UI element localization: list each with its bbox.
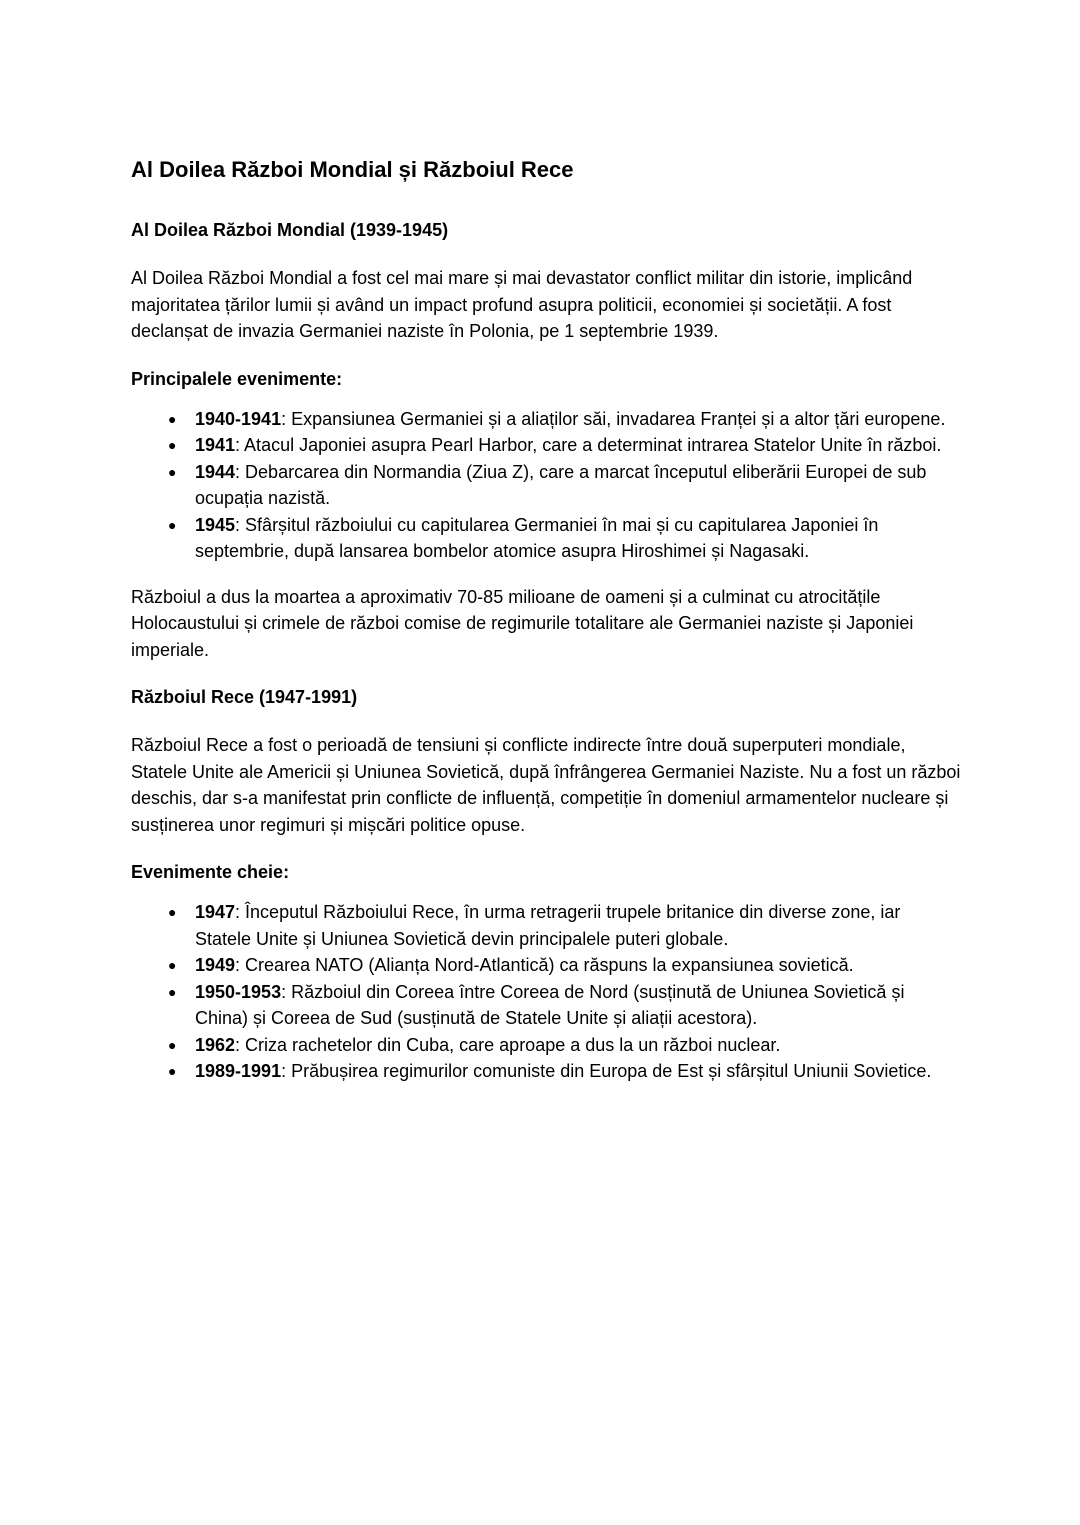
event-text: : Prăbușirea regimurilor comuniste din Europa de Est și sfârșitul Uniunii Sovietice. [281,1061,932,1081]
list-item [131,512,961,565]
bullet-icon: ● [168,1063,177,1079]
event-year: 1945 [195,514,236,535]
event-year: 1950-1953 [195,981,282,1002]
coldwar-events-heading: Evenimente cheie: [131,862,290,882]
event-year: 1941 [195,435,236,455]
event-text: : Sfârșitul războiului cu capitularea Germaniei în mai și cu capitularea Japoniei în septembrie, după lansarea bombelor atomice asupra Hiroshimei și Nagasaki. [195,514,879,561]
ww2-events-heading: Principalele evenimente: [131,368,343,389]
coldwar-events-list [131,899,961,1085]
bullet-icon: ● [168,410,177,427]
list-item [131,979,961,1032]
event-year: 1989-1991 [195,1061,282,1081]
event-year: 1940-1941 [195,408,282,429]
list-item [131,899,961,952]
event-year: 1949 [195,955,236,975]
event-text: : Războiul din Coreea între Coreea de Nord (susținută de Uniunea Sovietică și China) și Coreea de Sud (susținută de Statele Unite și aliații acestora). [195,981,905,1028]
event-year: 1947 [195,902,236,922]
event-text: : Criza rachetelor din Cuba, care aproape a dus la un război nuclear. [235,1034,781,1055]
bullet-icon: ● [168,904,177,920]
event-text: : Crearea NATO (Alianța Nord-Atlantică) ca răspuns la expansiunea sovietică. [235,955,854,975]
document-page [131,150,961,1104]
list-item [131,459,961,512]
list-item [131,432,961,459]
ww2-intro-paragraph: Al Doilea Război Mondial a fost cel mai mare și mai devastator conflict militar din istorie, implicând majoritatea țărilor lumii și având un impact profund asupra politicii, economiei și societății. A fost declanșat de invazia Germaniei naziste în Polonia, pe 1 septembrie 1939. [131,268,913,341]
bullet-icon: ● [168,1036,177,1053]
coldwar-intro-paragraph: Războiul Rece a fost o perioadă de tensiuni și conflicte indirecte între două superputeri mondiale, Statele Unite ale Americii și Uniunea Sovietică, după înfrângerea Germaniei Naziste. Nu a fost un război deschis, dar s-a manifestat prin conflicte de influență, competiție în domeniul armamentelor nucleare și susținerea unor regimuri și mișcări politice opuse. [131,735,961,835]
list-item [131,1058,961,1085]
event-text: : Începutul Războiului Rece, în urma retragerii trupele britanice din diverse zone, iar Statele Unite și Uniunea Sovietică devin principalele puteri globale. [195,902,901,949]
ww2-conclusion-paragraph: Războiul a dus la moartea a aproximativ 70-85 milioane de oameni și a culminat cu atrocitățile Holocaustului și crimele de război comise de regimurile totalitare ale Germaniei naziste și Japoniei imperiale. [131,586,914,660]
section-heading-coldwar: Războiul Rece (1947-1991) [131,687,358,707]
event-text: : Expansiunea Germaniei și a aliaților săi, invadarea Franței și a altor țări europene. [281,408,946,429]
event-text: : Atacul Japoniei asupra Pearl Harbor, care a determinat intrarea Statelor Unite în război. [235,435,942,455]
list-item [131,952,961,979]
bullet-icon: ● [168,516,177,533]
list-item [131,1032,961,1059]
bullet-icon: ● [168,463,177,480]
bullet-icon: ● [168,983,177,1000]
ww2-events-list [131,406,961,565]
event-text: : Debarcarea din Normandia (Ziua Z), care a marcat începutul eliberării Europei de sub ocupația nazistă. [195,461,927,508]
bullet-icon: ● [168,437,177,453]
bullet-icon: ● [168,957,177,973]
list-item [131,406,961,433]
event-year: 1944 [195,461,236,482]
section-heading-ww2: Al Doilea Război Mondial (1939-1945) [131,220,449,240]
event-year: 1962 [195,1034,236,1055]
document-title: Al Doilea Război Mondial și Războiul Rece [131,157,574,182]
